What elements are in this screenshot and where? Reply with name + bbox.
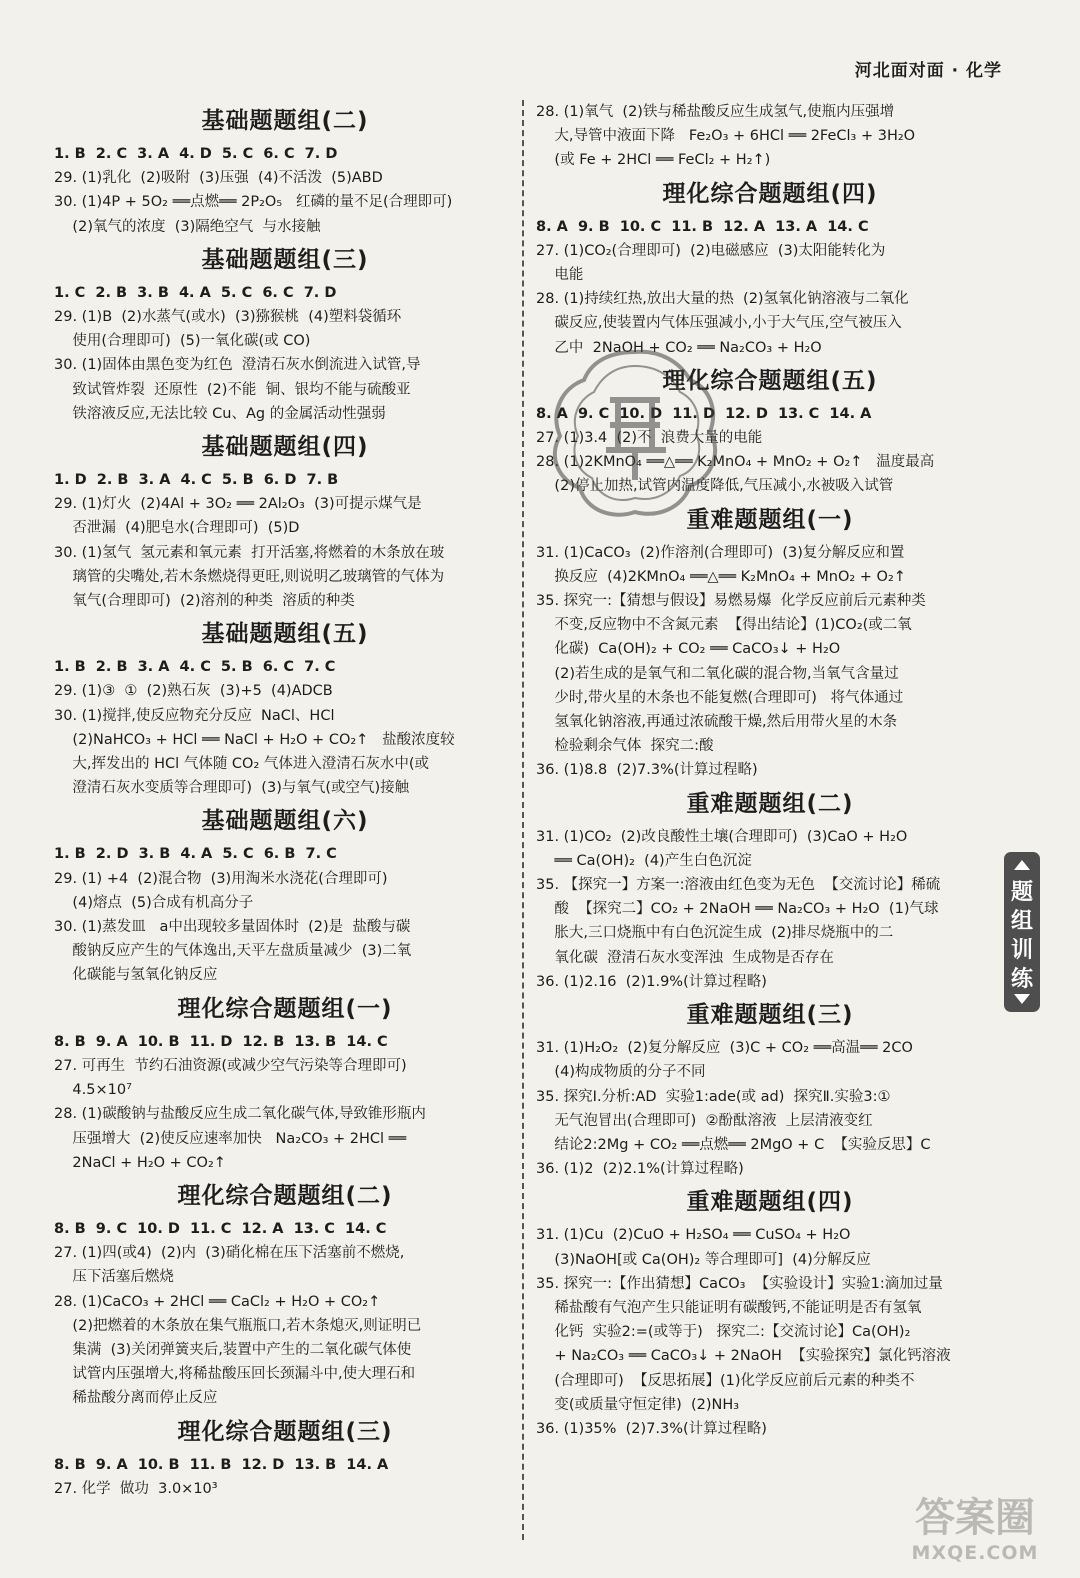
answer-line: 1. B 2. C 3. A 4. D 5. C 6. C 7. D [54, 146, 338, 162]
answer-line: 化碳) Ca(OH)₂ + CO₂ ══ CaCO₃↓ + H₂O [536, 641, 841, 658]
watermark-logo [886, 1494, 1064, 1570]
answer-line: ══ Ca(OH)₂ (4)产生白色沉淀 [536, 852, 752, 869]
answer-line: 27. (1)CO₂(合理即可) (2)电磁感应 (3)太阳能转化为 [536, 242, 886, 259]
answer-line: 35. 探究一:【猜想与假设】易燃易爆 化学反应前后元素种类 [536, 593, 926, 610]
right-column [536, 100, 1004, 1441]
section-title: 基础题题组(五) [201, 621, 369, 648]
side-tab [1004, 852, 1040, 1012]
section-title: 理化综合题题组(五) [662, 367, 878, 394]
answer-line: 8. B 9. A 10. B 11. D 12. B 13. B 14. C [54, 1033, 388, 1050]
answer-line: 36. (1)2 (2)2.1%(计算过程略) [536, 1161, 744, 1178]
answer-line: 29. (1)灯火 (2)4Al + 3O₂ ══ 2Al₂O₃ (3)可提示煤气是 [54, 496, 422, 513]
seal-stamp-icon [540, 340, 730, 530]
answer-line: 27. (1)四(或4) (2)内 (3)硝化棉在压下活塞前不燃烧, [54, 1245, 405, 1262]
answer-line: 乙中 2NaOH + CO₂ ══ Na₂CO₃ + H₂O [536, 339, 822, 356]
answer-line: 36. (1)8.8 (2)7.3%(计算过程略) [536, 762, 758, 779]
answer-line: 化钙 实验2:=(或等于) 探究二:【交流讨论】Ca(OH)₂ [536, 1324, 911, 1341]
section-title: 基础题题组(四) [201, 434, 369, 461]
answer-line: 酸 【探究二】CO₂ + 2NaOH ══ Na₂CO₃ + H₂O (1)气球 [536, 901, 939, 918]
watermark-main-text: 答案圈 [915, 1494, 1035, 1541]
section-title: 重难题题组(一) [686, 506, 854, 533]
answer-line: (4)构成物质的分子不同 [536, 1064, 706, 1081]
answer-line: (4)熔点 (5)合成有机高分子 [54, 894, 254, 911]
answer-line: 31. (1)H₂O₂ (2)复分解反应 (3)C + CO₂ ══高温══ 2CO [536, 1040, 913, 1057]
answer-line: 无气泡冒出(合理即可) ②酚酞溶液 上层清液变红 [536, 1112, 873, 1129]
answer-line: (2)停止加热,试管内温度降低,气压减小,水被吸入试管 [536, 478, 894, 495]
answer-line: 1. B 2. B 3. A 4. C 5. B 6. C 7. C [54, 659, 336, 676]
answer-line: 30. (1)氢气 氢元素和氧元素 打开活塞,将燃着的木条放在玻 [54, 544, 445, 561]
answer-line: 碳反应,使装置内气体压强减小,小于大气压,空气被压入 [536, 315, 902, 332]
answer-line: 29. (1)③ ① (2)熟石灰 (3)+5 (4)ADCB [54, 683, 333, 700]
left-column [54, 100, 516, 1501]
answer-line: 31. (1)CaCO₃ (2)作溶剂(合理即可) (3)复分解反应和置 [536, 544, 905, 561]
header-title: 河北面对面 · 化学 [854, 61, 1002, 81]
answer-line: 30. (1)固体由黑色变为红色 澄清石灰水倒流进入试管,导 [54, 357, 421, 374]
answer-line: 8. B 9. A 10. B 11. B 12. D 13. B 14. A [54, 1456, 389, 1473]
answer-line: 压强增大 (2)使反应速率加快 Na₂CO₃ + 2HCl ══ [54, 1130, 407, 1147]
answer-line: 36. (1)35% (2)7.3%(计算过程略) [536, 1420, 767, 1437]
answer-line: 29. (1) +4 (2)混合物 (3)用淘米水浇花(合理即可) [54, 870, 388, 887]
section-title: 理化综合题题组(一) [177, 995, 393, 1022]
answer-line: 36. (1)2.16 (2)1.9%(计算过程略) [536, 973, 767, 990]
answer-line: 电能 [536, 267, 584, 284]
answer-line: (2)NaHCO₃ + HCl ══ NaCl + H₂O + CO₂↑ 盐酸浓度较 [54, 731, 455, 748]
section-title: 基础题题组(三) [201, 246, 369, 273]
answer-line: 璃管的尖嘴处,若木条燃烧得更旺,则说明乙玻璃管的气体为 [54, 568, 445, 585]
answer-line: 1. B 2. D 3. B 4. A 5. C 6. B 7. C [54, 846, 337, 863]
answer-line: 30. (1)蒸发皿 a中出现较多量固体时 (2)是 盐酸与碳 [54, 919, 411, 936]
column-divider [522, 100, 524, 1540]
answer-line: 8. B 9. C 10. D 11. C 12. A 13. C 14. C [54, 1220, 387, 1237]
answer-line: 30. (1)搅拌,使反应物充分反应 NaCl、HCl [54, 707, 335, 724]
answer-line: (合理即可) 【反思拓展】(1)化学反应前后元素的种类不 [536, 1372, 915, 1389]
answer-line: 致试管炸裂 还原性 (2)不能 铜、银均不能与硫酸亚 [54, 381, 411, 398]
section-title: 基础题题组(六) [201, 808, 369, 835]
answer-line: (3)NaOH[或 Ca(OH)₂ 等合理即可] (4)分解反应 [536, 1251, 871, 1268]
arrow-down-icon [1014, 994, 1030, 1004]
answer-line: 1. D 2. B 3. A 4. C 5. B 6. D 7. B [54, 472, 339, 489]
answer-line: 35. 【探究一】方案一:溶液由红色变为无色 【交流讨论】稀硫 [536, 877, 941, 894]
answer-line: 氧气(合理即可) (2)溶剂的种类 溶质的种类 [54, 593, 355, 610]
answer-line: 试管内压强增大,将稀盐酸压回长颈漏斗中,使大理石和 [54, 1366, 416, 1383]
answer-line: 酸钠反应产生的气体逸出,天平左盘质量减少 (3)二氧 [54, 943, 412, 960]
answer-line: 1. C 2. B 3. B 4. A 5. C 6. C 7. D [54, 284, 337, 301]
answer-line: (或 Fe + 2HCl ══ FeCl₂ + H₂↑) [536, 152, 771, 169]
answer-line: 换反应 (4)2KMnO₄ ══△══ K₂MnO₄ + MnO₂ + O₂↑ [536, 568, 906, 585]
answer-line: 使用(合理即可) (5)一氧化碳(或 CO) [54, 333, 311, 350]
watermark-site-text: MXQE.COM [911, 1542, 1039, 1564]
answer-line: 2NaCl + H₂O + CO₂↑ [54, 1154, 226, 1171]
answer-line: 28. (1)CaCO₃ + 2HCl ══ CaCl₂ + H₂O + CO₂↑ [54, 1293, 381, 1310]
answer-line: 铁溶液反应,无法比较 Cu、Ag 的金属活动性强弱 [54, 405, 386, 422]
answer-line: 检验剩余气体 探究二:酸 [536, 738, 714, 755]
answer-line: 35. 探究Ⅰ.分析:AD 实验1:ade(或 ad) 探究Ⅱ.实验3:① [536, 1088, 891, 1105]
answer-line: 变(或质量守恒定律) (2)NH₃ [536, 1396, 740, 1413]
answer-line: (2)氧气的浓度 (3)隔绝空气 与水接触 [54, 218, 321, 235]
answer-line: 4.5×10⁷ [54, 1082, 132, 1099]
answer-line: 大,导管中液面下降 Fe₂O₃ + 6HCl ══ 2FeCl₃ + 3H₂O [536, 128, 916, 145]
side-tab-label: 题 组 训 练 [1010, 880, 1033, 992]
section-title: 理化综合题题组(四) [662, 180, 878, 207]
answer-line: 28. (1)2KMnO₄ ══△══ K₂MnO₄ + MnO₂ + O₂↑ 温度最高 [536, 454, 935, 471]
arrow-up-icon [1014, 860, 1030, 870]
answer-line: + Na₂CO₃ ══ CaCO₃↓ + 2NaOH 【实验探究】氯化钙溶液 [536, 1348, 951, 1365]
section-title: 重难题题组(四) [686, 1189, 854, 1216]
answer-line: 30. (1)4P + 5O₂ ══点燃══ 2P₂O₅ 红磷的量不足(合理即可) [54, 194, 453, 211]
answer-line: 胀大,三口烧瓶中有白色沉淀生成 (2)排尽烧瓶中的二 [536, 925, 894, 942]
answer-line: 27. 可再生 节约石油资源(或减少空气污染等合理即可) [54, 1057, 407, 1074]
answer-line: 8. A 9. C 10. D 11. D 12. D 13. C 14. A [536, 405, 872, 422]
answer-line: 8. A 9. B 10. C 11. B 12. A 13. A 14. C [536, 218, 869, 235]
answer-line: 31. (1)CO₂ (2)改良酸性土壤(合理即可) (3)CaO + H₂O [536, 828, 908, 845]
answer-line: 大,挥发出的 HCl 气体随 CO₂ 气体进入澄清石灰水中(或 [54, 756, 430, 773]
answer-line: 不变,反应物中不含氮元素 【得出结论】(1)CO₂(或二氧 [536, 617, 912, 634]
answer-line: 否泄漏 (4)肥皂水(合理即可) (5)D [54, 520, 300, 537]
answer-line: 氧化碳 澄清石灰水变浑浊 生成物是否存在 [536, 949, 834, 966]
answer-line: 31. (1)Cu (2)CuO + H₂SO₄ ══ CuSO₄ + H₂O [536, 1227, 851, 1244]
answer-line: 氢氧化钠溶液,再通过浓硫酸干燥,然后用带火星的木条 [536, 714, 898, 731]
answer-line: 压下活塞后燃烧 [54, 1269, 174, 1286]
answer-line: 27. 化学 做功 3.0×10³ [54, 1480, 218, 1497]
answer-line: 结论2:2Mg + CO₂ ══点燃══ 2MgO + C 【实验反思】C [536, 1136, 931, 1153]
section-title: 理化综合题题组(二) [177, 1182, 393, 1209]
answer-line: 28. (1)持续红热,放出大量的热 (2)氢氧化钠溶液与二氧化 [536, 291, 909, 308]
answer-line: 35. 探究一:【作出猜想】CaCO₃ 【实验设计】实验1:滴加过量 [536, 1275, 943, 1292]
answer-line: 澄清石灰水变质等合理即可) (3)与氧气(或空气)接触 [54, 780, 410, 797]
answer-line: 集满 (3)关闭弹簧夹后,装置中产生的二氧化碳气体使 [54, 1341, 412, 1358]
answer-line: (2)把燃着的木条放在集气瓶瓶口,若木条熄灭,则证明已 [54, 1317, 422, 1334]
answer-line: 28. (1)氧气 (2)铁与稀盐酸反应生成氢气,使瓶内压强增 [536, 104, 895, 120]
answer-line: 28. (1)碳酸钠与盐酸反应生成二氧化碳气体,导致锥形瓶内 [54, 1106, 426, 1123]
answer-line: (2)若生成的是氧气和二氧化碳的混合物,当氧气含量过 [536, 665, 899, 682]
answer-line: 稀盐酸有气泡产生只能证明有碳酸钙,不能证明是否有氢氧 [536, 1299, 922, 1316]
answer-line: 27. (1)3.4 (2)不 浪费大量的电能 [536, 430, 763, 447]
section-title: 重难题题组(三) [686, 1002, 854, 1029]
answer-line: 少时,带火星的木条也不能复燃(合理即可) 将气体通过 [536, 689, 904, 706]
answer-line: 稀盐酸分离而停止反应 [54, 1390, 218, 1407]
section-title: 理化综合题题组(三) [177, 1418, 393, 1445]
section-title: 基础题题组(二) [201, 108, 369, 134]
answer-line: 化碳能与氢氧化钠反应 [54, 967, 218, 984]
answer-line: 29. (1)B (2)水蒸气(或水) (3)猕猴桃 (4)塑料袋循环 [54, 309, 402, 326]
answer-line: 29. (1)乳化 (2)吸附 (3)压强 (4)不活泼 (5)ABD [54, 170, 383, 187]
section-title: 重难题题组(二) [686, 790, 854, 817]
